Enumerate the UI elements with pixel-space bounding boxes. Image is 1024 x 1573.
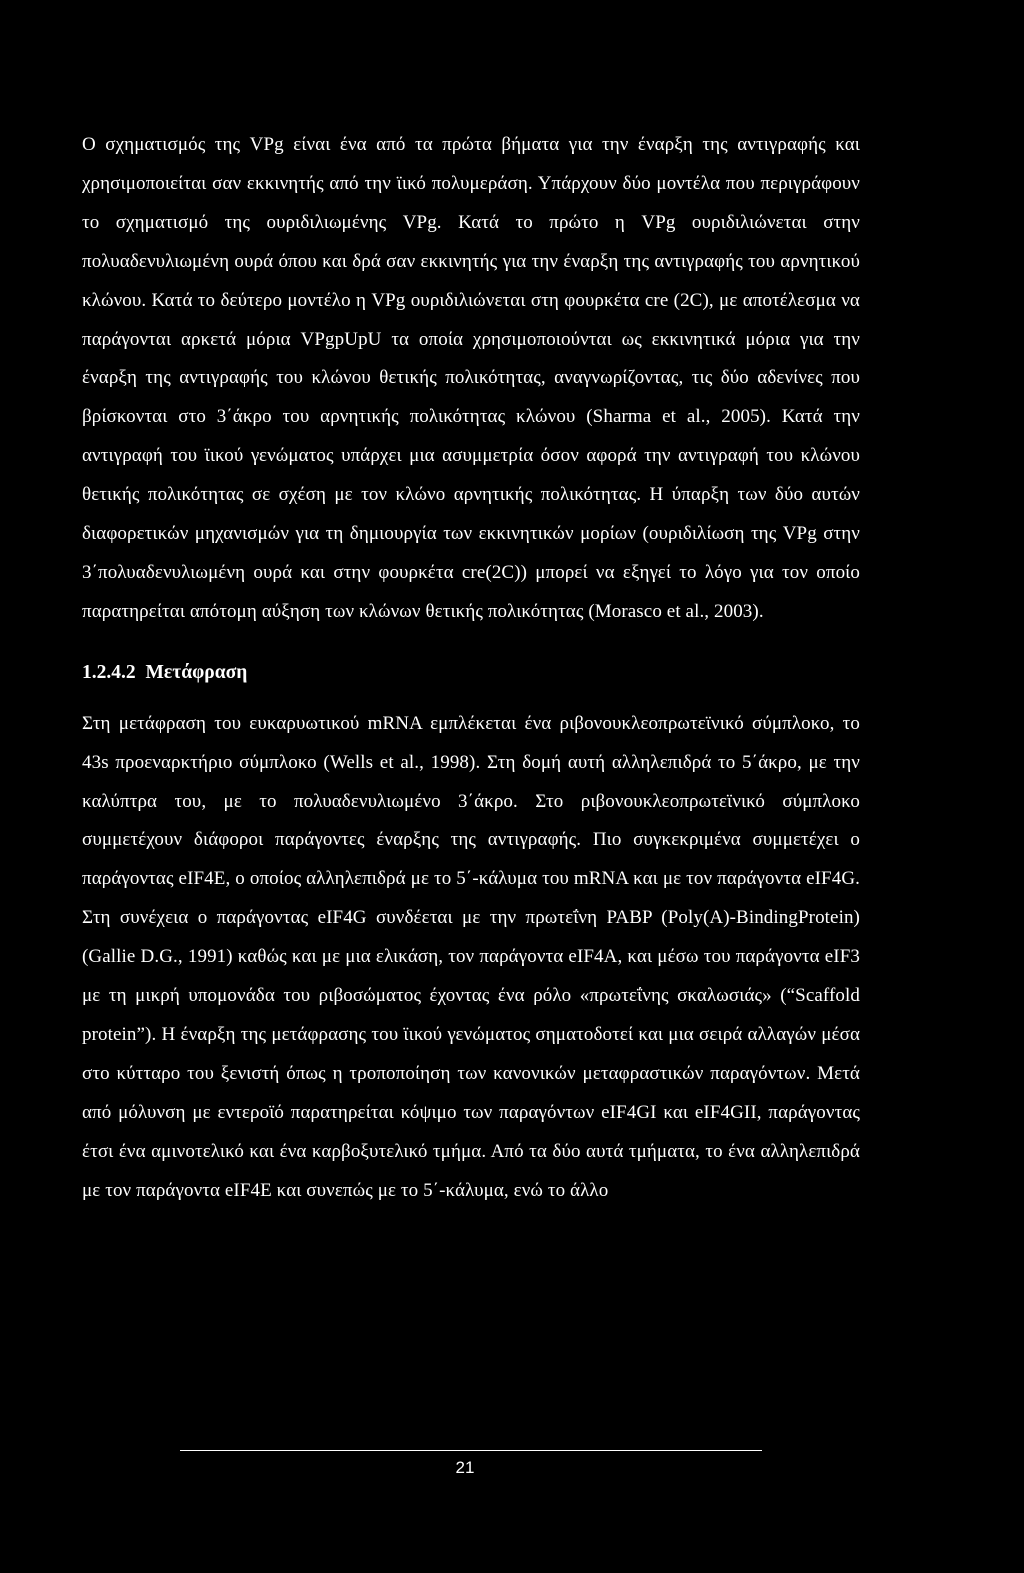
page-number: 21 xyxy=(455,1458,475,1477)
section-heading xyxy=(82,654,860,693)
footer-divider xyxy=(180,1450,762,1451)
paragraph-vpg-replication: Ο σχηματισμός της VPg είναι ένα από τα πρώτα βήματα για την έναρξη της αντιγραφής και χρησιμοποιείται σαν εκκινητής από την ϊικό πολυμεράση. Υπάρχουν δύο μοντέλα που περιγράφουν το σχηματισμό της ουριδιλιωμένης VPg. Κατά το πρώτο η VPg ουριδιλιώνεται στην πολυαδενυλιωμένη ουρά όπου και δρά σαν εκκινητής για την έναρξη της αντιγραφής του αρνητικού κλώνου. Κατά το δεύτερο μοντέλο η VPg ουριδιλιώνεται στη φουρκέτα cre (2C), με αποτέλεσμα να παράγονται αρκετά μόρια VPgpUpU τα οποία χρησιμοποιούνται ως εκκινητικά μόρια για την έναρξη της αντιγραφής του κλώνου θετικής πολικότητας, αναγνωρίζοντας, τις δύο αδενίνες που βρίσκονται στο 3΄άκρο του αρνητικής πολικότητας κλώνου (Sharma et al., 2005). Κατά την αντιγραφή του ϊικού γενώματος υπάρχει μια ασυμμετρία όσον αφορά την αντιγραφή του κλώνου θετικής πολικότητας σε σχέση με τον κλώνο αρνητικής πολικότητας. Η ύπαρξη των δύο αυτών διαφορετικών μηχανισμών για τη δημιουργία των εκκινητικών μορίων (ουριδιλίωση της VPg στην 3΄πολυαδενυλιωμένη ουρά και στην φουρκέτα cre(2C)) μπορεί να εξηγεί το λόγο για τον οποίο παρατηρείται απότομη αύξηση των κλώνων θετικής πολικότητας (Morasco et al., 2003). xyxy=(82,134,860,622)
section-title: Μετάφραση xyxy=(145,661,248,683)
page-body xyxy=(82,126,860,1210)
paragraph-translation: Στη μετάφραση του ευκαρυωτικού mRNA εμπλέκεται ένα ριβονουκλεοπρωτεϊνικό σύμπλοκο, το 43s προεναρκτήριο σύμπλοκο (Wells et al., 1998). Στη δομή αυτή αλληλεπιδρά το 5΄άκρο, με την καλύπτρα του, με το πολυαδενυλιωμένο 3΄άκρο. Στο ριβονουκλεοπρωτεϊνικό σύμπλοκο συμμετέχουν διάφοροι παράγοντες έναρξης της αντιγραφής. Πιο συγκεκριμένα συμμετέχει ο παράγοντας eIF4E, ο οποίος αλληλεπιδρά με το 5΄-κάλυμα του mRNA και με τον παράγοντα eIF4G. Στη συνέχεια ο παράγοντας eIF4G συνδέεται με την πρωτεΐνη PABP (Poly(A)-BindingProtein) (Gallie D.G., 1991) καθώς και με μια ελικάση, τον παράγοντα eIF4A, και μέσω του παράγοντα eIF3 με τη μικρή υπομονάδα του ριβοσώματος έχοντας ένα ρόλο «πρωτεΐνης σκαλωσιάς» (“Scaffold protein”). Η έναρξη της μετάφρασης του ϊικού γενώματος σηματοδοτεί και μια σειρά αλλαγών μέσα στο κύτταρο του ξενιστή όπως η τροποποίηση των κανονικών μεταφραστικών παραγόντων. Μετά από μόλυνση με εντεροϊό παρατηρείται κόψιμο των παραγόντων eIF4GI και eIF4GII, παράγοντας έτσι ένα αμινοτελικό και ένα καρβοξυτελικό τμήμα. Από τα δύο αυτά τμήματα, το ένα αλληλεπιδρά με τον παράγοντα eIF4E και συνεπώς με το 5΄-κάλυμα, ενώ το άλλο xyxy=(82,712,860,1201)
section-number: 1.2.4.2 xyxy=(82,661,136,683)
